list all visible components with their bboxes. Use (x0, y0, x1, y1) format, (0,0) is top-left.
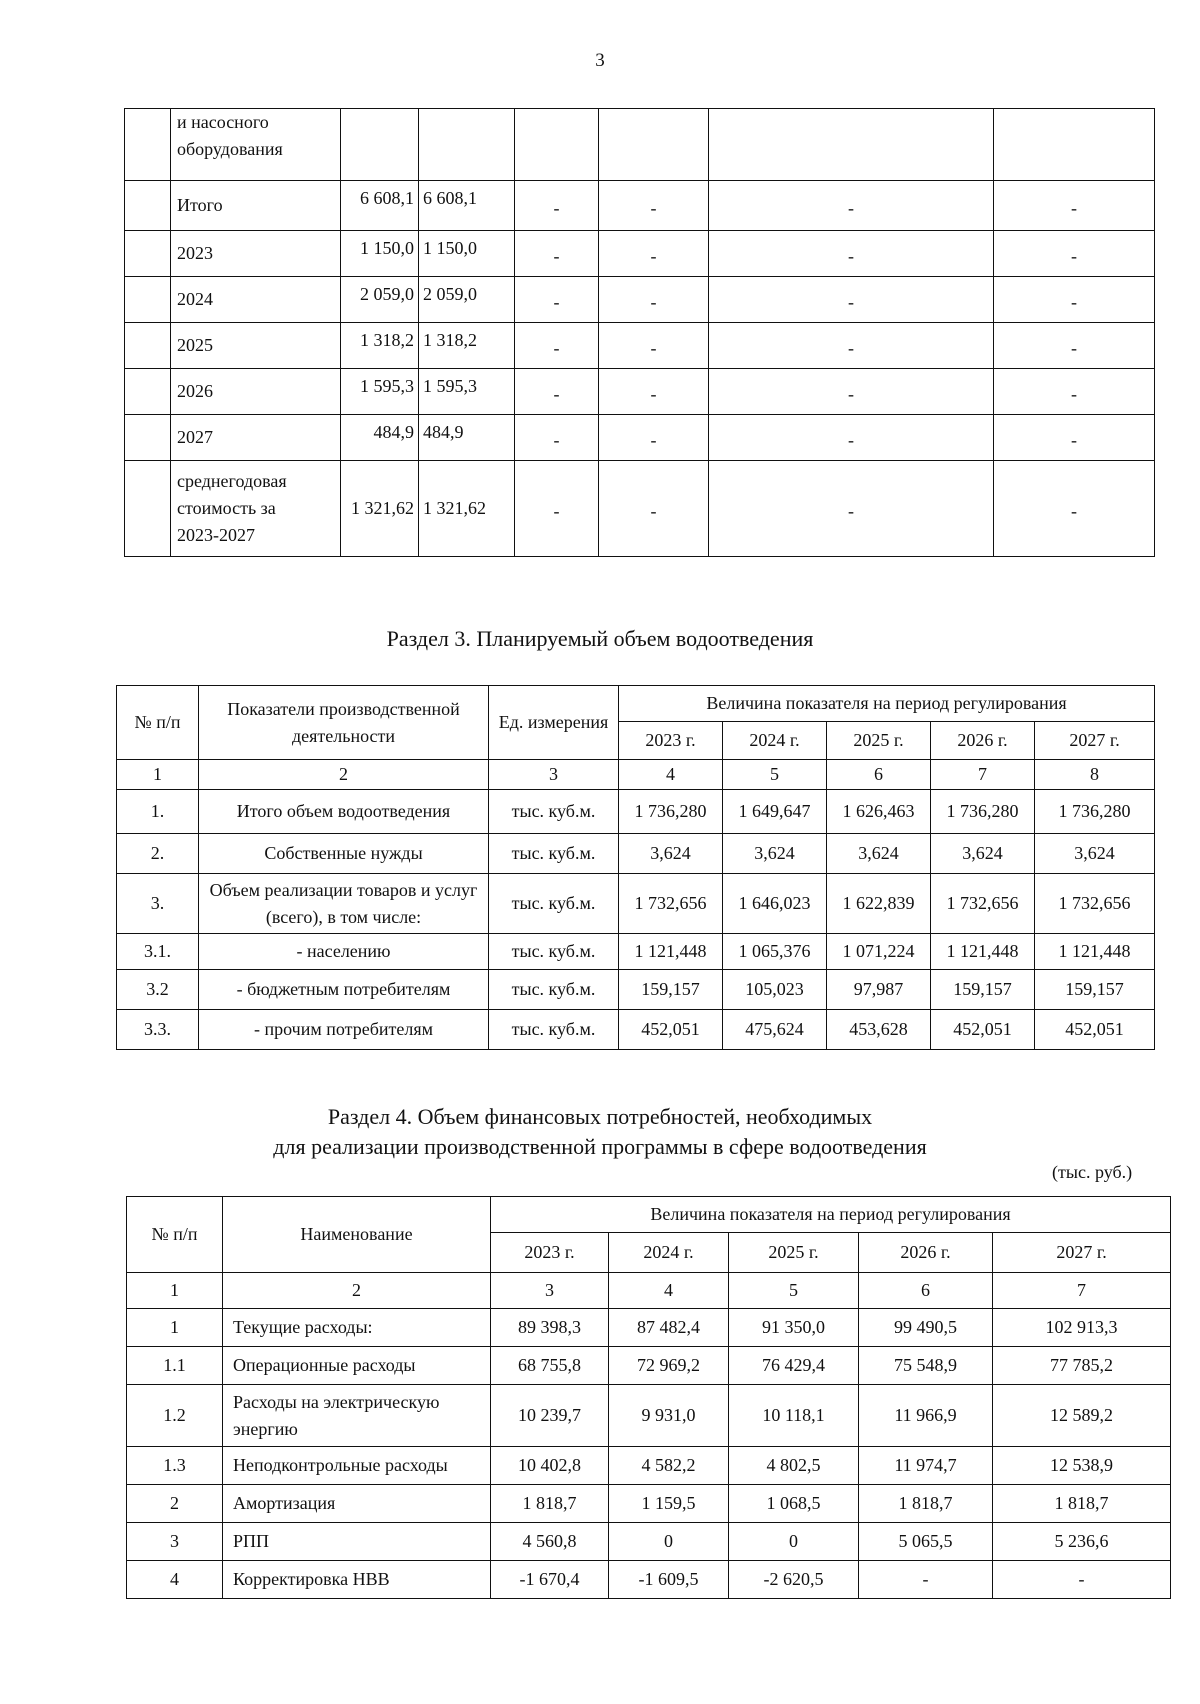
column-number: 7 (993, 1273, 1171, 1309)
year-header: 2023 г. (491, 1233, 609, 1273)
dash-cell: - (709, 461, 994, 557)
row-blank-cell (125, 109, 171, 181)
row-value: 4 802,5 (729, 1447, 859, 1485)
dash-cell: - (994, 181, 1155, 231)
table-row (125, 323, 1155, 369)
unit-note: (тыс. руб.) (1052, 1162, 1133, 1182)
row-name: - прочим потребителям (199, 1010, 489, 1050)
column-number: 5 (729, 1273, 859, 1309)
dash-cell: - (515, 323, 599, 369)
dash-cell: - (994, 231, 1155, 277)
value-1: 484,9 (341, 415, 419, 461)
value-2: 1 321,62 (419, 461, 515, 557)
value-2: 1 595,3 (419, 369, 515, 415)
row-value: 89 398,3 (491, 1309, 609, 1347)
value-2: 484,9 (419, 415, 515, 461)
row-value: 1 649,647 (723, 790, 827, 834)
row-value: 3,624 (619, 834, 723, 874)
column-number: 4 (619, 760, 723, 790)
row-unit: тыс. куб.м. (489, 970, 619, 1010)
dash-cell: - (599, 277, 709, 323)
table-row (127, 1523, 1171, 1561)
row-blank-cell (125, 277, 171, 323)
header-period: Величина показателя на период регулирования (491, 1197, 1171, 1233)
year-header: 2025 г. (827, 722, 931, 760)
row-num: 3.2 (117, 970, 199, 1010)
dash-cell (515, 109, 599, 181)
column-number: 8 (1035, 760, 1155, 790)
row-unit: тыс. куб.м. (489, 874, 619, 934)
dash-cell: - (599, 231, 709, 277)
header-unit: Ед. измерения (489, 686, 619, 760)
row-value: 10 118,1 (729, 1385, 859, 1447)
table-row (117, 834, 1155, 874)
year-header: 2026 г. (859, 1233, 993, 1273)
row-name: Операционные расходы (223, 1347, 491, 1385)
row-value: 3,624 (827, 834, 931, 874)
row-value: 159,157 (619, 970, 723, 1010)
dash-cell: - (994, 277, 1155, 323)
row-num: 3.1. (117, 934, 199, 970)
row-name: Неподконтрольные расходы (223, 1447, 491, 1485)
row-value: 1 065,376 (723, 934, 827, 970)
row-num: 1. (117, 790, 199, 834)
year-header: 2026 г. (931, 722, 1035, 760)
dash-cell: - (599, 415, 709, 461)
row-value: 5 236,6 (993, 1523, 1171, 1561)
row-name: Корректировка НВВ (223, 1561, 491, 1599)
row-name-line: 2025 (177, 335, 213, 355)
dash-cell: - (709, 231, 994, 277)
row-value: 76 429,4 (729, 1347, 859, 1385)
column-number: 4 (609, 1273, 729, 1309)
row-value: 5 065,5 (859, 1523, 993, 1561)
value-1: 1 150,0 (341, 231, 419, 277)
row-blank-cell (125, 369, 171, 415)
page-number: 3 (595, 50, 605, 71)
table-row (125, 277, 1155, 323)
table-row (125, 109, 1155, 181)
table-row (127, 1561, 1171, 1599)
row-value: 0 (729, 1523, 859, 1561)
table-row (125, 181, 1155, 231)
dash-cell: - (515, 415, 599, 461)
year-header: 2024 г. (609, 1233, 729, 1273)
row-value: 1 121,448 (619, 934, 723, 970)
table-row (125, 461, 1155, 557)
table-continuation (124, 108, 1155, 557)
table-row (117, 1010, 1155, 1050)
header-name: Наименование (223, 1197, 491, 1273)
row-name (171, 323, 341, 369)
row-value: 159,157 (931, 970, 1035, 1010)
header-indicator: Показатели производственной деятельности (199, 686, 489, 760)
row-value: 1 736,280 (1035, 790, 1155, 834)
row-name-line: 2027 (177, 427, 213, 447)
row-value: 1 732,656 (619, 874, 723, 934)
dash-cell: - (515, 461, 599, 557)
row-num: 1.2 (127, 1385, 223, 1447)
row-value: -1 609,5 (609, 1561, 729, 1599)
row-name-line: оборудования (177, 139, 283, 159)
wastewater-volume-table (116, 685, 1155, 1050)
row-value: 475,624 (723, 1010, 827, 1050)
column-number: 6 (827, 760, 931, 790)
row-name (171, 277, 341, 323)
table-row (127, 1309, 1171, 1347)
table-row (125, 415, 1155, 461)
table-row (125, 231, 1155, 277)
table-row (127, 1485, 1171, 1523)
row-name-line: 2026 (177, 381, 213, 401)
dash-cell: - (515, 231, 599, 277)
row-unit: тыс. куб.м. (489, 934, 619, 970)
dash-cell: - (994, 323, 1155, 369)
dash-cell: - (599, 369, 709, 415)
dash-cell (599, 109, 709, 181)
row-value: 1 732,656 (931, 874, 1035, 934)
row-value: 1 121,448 (931, 934, 1035, 970)
value-1: 1 595,3 (341, 369, 419, 415)
section4-title-line1: Раздел 4. Объем финансовых потребностей, необходимых (327, 1104, 873, 1129)
dash-cell: - (994, 415, 1155, 461)
column-number: 3 (491, 1273, 609, 1309)
row-name-line: среднегодовая (177, 471, 287, 491)
row-value: 159,157 (1035, 970, 1155, 1010)
row-value: 1 818,7 (993, 1485, 1171, 1523)
row-name (171, 231, 341, 277)
row-value: 10 402,8 (491, 1447, 609, 1485)
row-num: 1 (127, 1309, 223, 1347)
column-number: 5 (723, 760, 827, 790)
row-value: -1 670,4 (491, 1561, 609, 1599)
table-row (127, 1447, 1171, 1485)
row-num: 3. (117, 874, 199, 934)
dash-cell (709, 109, 994, 181)
row-name-line: 2023-2027 (177, 525, 255, 545)
column-number: 6 (859, 1273, 993, 1309)
row-value: 11 974,7 (859, 1447, 993, 1485)
table-row (117, 970, 1155, 1010)
row-name: Собственные нужды (199, 834, 489, 874)
value-1: 2 059,0 (341, 277, 419, 323)
section3-title: Раздел 3. Планируемый объем водоотведения (386, 626, 814, 651)
row-value: 453,628 (827, 1010, 931, 1050)
row-name (171, 415, 341, 461)
row-name-line: 2023 (177, 243, 213, 263)
row-value: 75 548,9 (859, 1347, 993, 1385)
row-value: 1 736,280 (931, 790, 1035, 834)
row-value: 1 159,5 (609, 1485, 729, 1523)
header-period: Величина показателя на период регулирования (619, 686, 1155, 722)
value-2: 2 059,0 (419, 277, 515, 323)
row-unit: тыс. куб.м. (489, 790, 619, 834)
row-value: 87 482,4 (609, 1309, 729, 1347)
value-1: 6 608,1 (341, 181, 419, 231)
dash-cell: - (599, 461, 709, 557)
dash-cell: - (709, 369, 994, 415)
row-value: 4 560,8 (491, 1523, 609, 1561)
table-row (117, 934, 1155, 970)
dash-cell: - (515, 181, 599, 231)
row-value: -2 620,5 (729, 1561, 859, 1599)
row-name (171, 181, 341, 231)
row-unit: тыс. куб.м. (489, 834, 619, 874)
row-value: 105,023 (723, 970, 827, 1010)
row-blank-cell (125, 323, 171, 369)
row-name: Итого объем водоотведения (199, 790, 489, 834)
row-value: 3,624 (1035, 834, 1155, 874)
financial-needs-table (126, 1196, 1171, 1599)
dash-cell (994, 109, 1155, 181)
column-number: 2 (223, 1273, 491, 1309)
row-blank-cell (125, 415, 171, 461)
row-value: 68 755,8 (491, 1347, 609, 1385)
row-value: 72 969,2 (609, 1347, 729, 1385)
column-number: 1 (117, 760, 199, 790)
year-header: 2027 г. (993, 1233, 1171, 1273)
row-value: 102 913,3 (993, 1309, 1171, 1347)
value-2: 1 318,2 (419, 323, 515, 369)
table-row (117, 874, 1155, 934)
row-name (171, 461, 341, 557)
column-number: 2 (199, 760, 489, 790)
row-value: 1 646,023 (723, 874, 827, 934)
dash-cell: - (994, 369, 1155, 415)
row-value: 3,624 (931, 834, 1035, 874)
dash-cell: - (994, 461, 1155, 557)
row-value: 1 626,463 (827, 790, 931, 834)
column-number: 1 (127, 1273, 223, 1309)
dash-cell: - (709, 415, 994, 461)
row-num: 1.3 (127, 1447, 223, 1485)
row-num: 2. (117, 834, 199, 874)
row-value: 99 490,5 (859, 1309, 993, 1347)
row-blank-cell (125, 181, 171, 231)
row-value: 10 239,7 (491, 1385, 609, 1447)
column-number: 7 (931, 760, 1035, 790)
table-row (117, 790, 1155, 834)
dash-cell: - (599, 181, 709, 231)
row-value: - (859, 1561, 993, 1599)
column-number: 3 (489, 760, 619, 790)
row-name: Объем реализации товаров и услуг (всего), в том числе: (199, 874, 489, 934)
row-unit: тыс. куб.м. (489, 1010, 619, 1050)
value-1: 1 321,62 (341, 461, 419, 557)
year-header: 2027 г. (1035, 722, 1155, 760)
row-value: 1 732,656 (1035, 874, 1155, 934)
row-name: - бюджетным потребителям (199, 970, 489, 1010)
row-name-line: 2024 (177, 289, 213, 309)
row-value: - (993, 1561, 1171, 1599)
row-blank-cell (125, 231, 171, 277)
row-value: 9 931,0 (609, 1385, 729, 1447)
header-num: № п/п (117, 686, 199, 760)
row-value: 12 589,2 (993, 1385, 1171, 1447)
value-1 (341, 109, 419, 181)
row-blank-cell (125, 461, 171, 557)
value-2: 1 150,0 (419, 231, 515, 277)
dash-cell: - (515, 277, 599, 323)
row-value: 12 538,9 (993, 1447, 1171, 1485)
row-num: 3.3. (117, 1010, 199, 1050)
table-row (125, 369, 1155, 415)
row-value: 452,051 (931, 1010, 1035, 1050)
dash-cell: - (599, 323, 709, 369)
row-name: - населению (199, 934, 489, 970)
row-name-line: стоимость за (177, 498, 276, 518)
row-value: 91 350,0 (729, 1309, 859, 1347)
row-value: 0 (609, 1523, 729, 1561)
row-name: Текущие расходы: (223, 1309, 491, 1347)
year-header: 2023 г. (619, 722, 723, 760)
row-value: 1 068,5 (729, 1485, 859, 1523)
dash-cell: - (515, 369, 599, 415)
section4-title-line2: для реализации производственной программы в сфере водоотведения (273, 1134, 927, 1159)
row-value: 1 736,280 (619, 790, 723, 834)
row-value: 3,624 (723, 834, 827, 874)
row-value: 1 121,448 (1035, 934, 1155, 970)
row-value: 1 818,7 (859, 1485, 993, 1523)
year-header: 2025 г. (729, 1233, 859, 1273)
header-num: № п/п (127, 1197, 223, 1273)
dash-cell: - (709, 181, 994, 231)
row-name: РПП (223, 1523, 491, 1561)
table-row (127, 1385, 1171, 1447)
row-name: Расходы на электрическую энергию (223, 1385, 491, 1447)
value-1: 1 318,2 (341, 323, 419, 369)
row-value: 97,987 (827, 970, 931, 1010)
row-num: 1.1 (127, 1347, 223, 1385)
row-name-line: Итого (177, 195, 223, 215)
row-value: 452,051 (619, 1010, 723, 1050)
table-row (127, 1347, 1171, 1385)
row-value: 1 818,7 (491, 1485, 609, 1523)
value-2 (419, 109, 515, 181)
row-num: 3 (127, 1523, 223, 1561)
row-value: 4 582,2 (609, 1447, 729, 1485)
row-value: 452,051 (1035, 1010, 1155, 1050)
row-name (171, 369, 341, 415)
row-value: 1 071,224 (827, 934, 931, 970)
row-num: 2 (127, 1485, 223, 1523)
row-name: Амортизация (223, 1485, 491, 1523)
row-name-line: и насосного (177, 112, 269, 132)
row-value: 1 622,839 (827, 874, 931, 934)
row-value: 77 785,2 (993, 1347, 1171, 1385)
value-2: 6 608,1 (419, 181, 515, 231)
year-header: 2024 г. (723, 722, 827, 760)
dash-cell: - (709, 277, 994, 323)
row-num: 4 (127, 1561, 223, 1599)
dash-cell: - (709, 323, 994, 369)
row-value: 11 966,9 (859, 1385, 993, 1447)
row-name (171, 109, 341, 181)
